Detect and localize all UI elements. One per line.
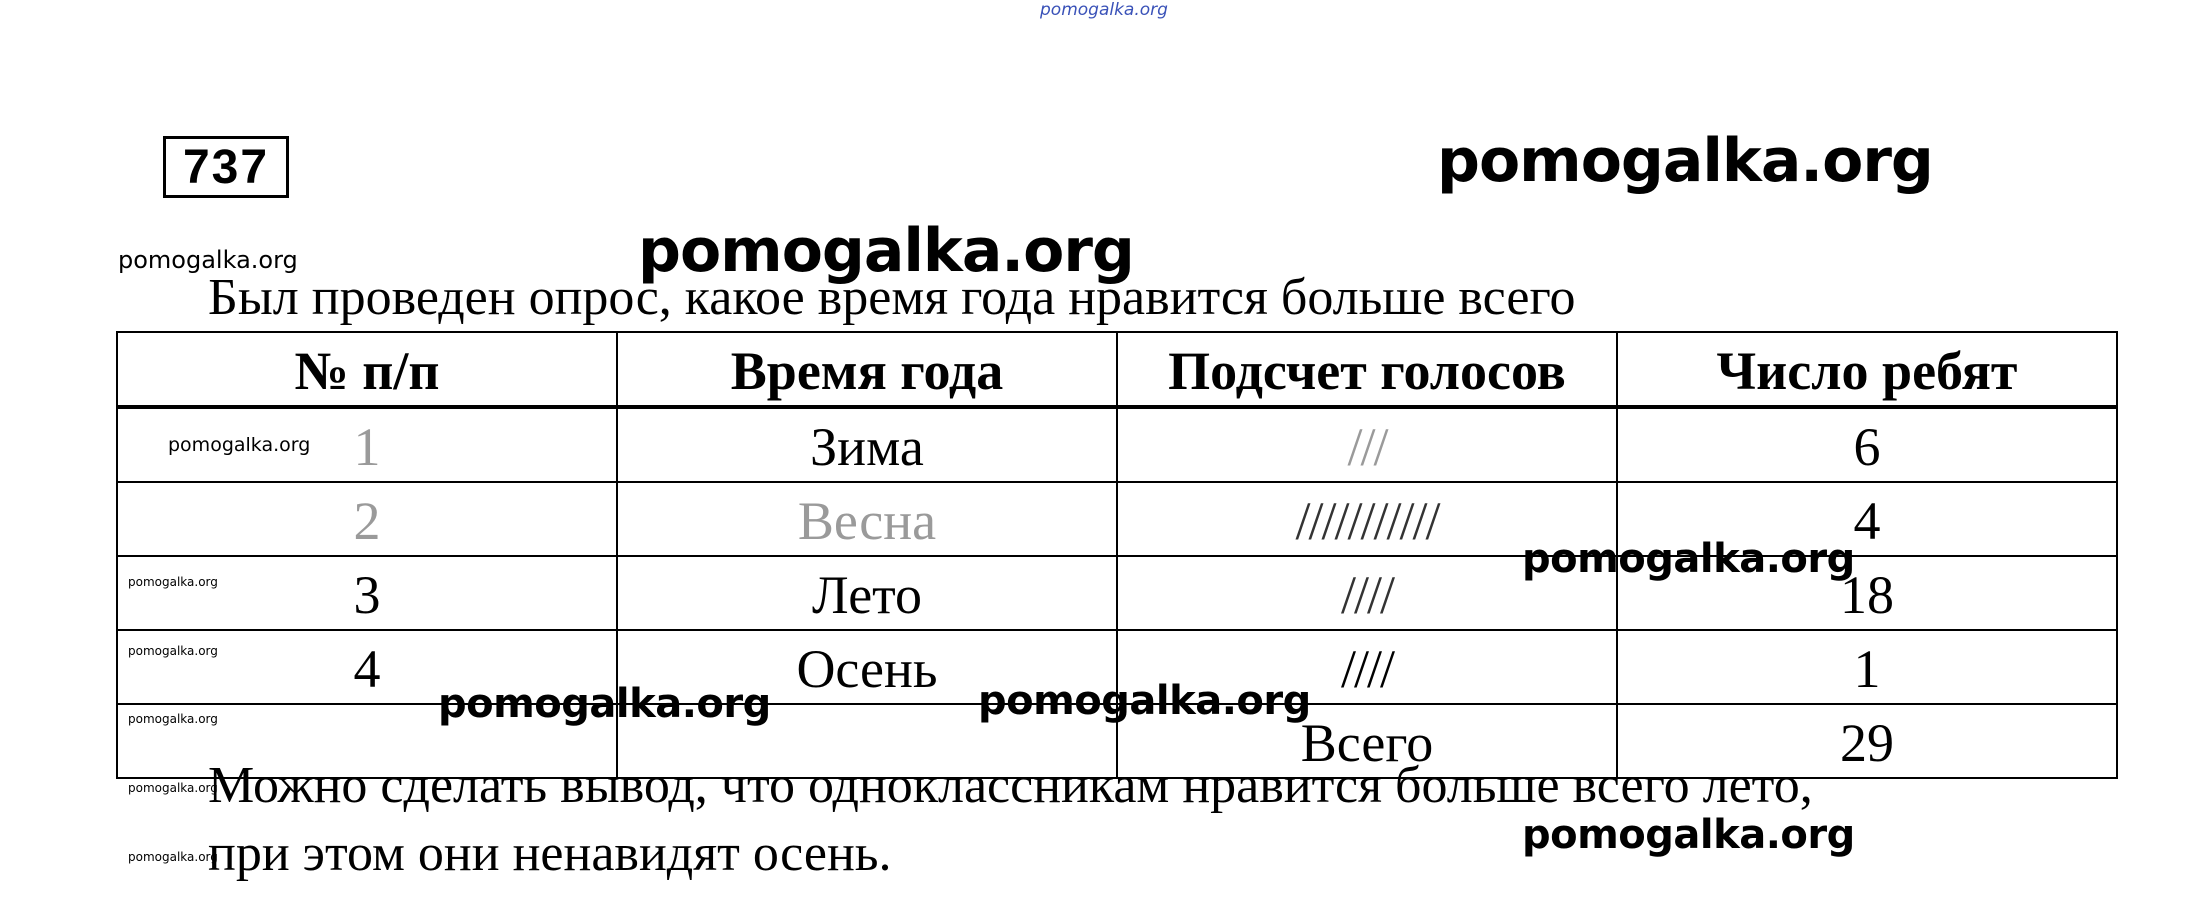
header-number: № п/п	[117, 332, 617, 407]
watermark-total-center: pomogalka.org	[978, 678, 1311, 724]
watermark-row1: pomogalka.org	[168, 434, 311, 456]
header-count: Число ребят	[1617, 332, 2117, 407]
problem-number: 737	[163, 136, 289, 198]
watermark-bottom-right: pomogalka.org	[1522, 812, 1855, 858]
watermark-header-right: pomogalka.org	[1437, 126, 1933, 196]
watermark-row3: pomogalka.org	[128, 575, 218, 589]
row-count: 6	[1617, 407, 2117, 482]
conclusion-line-2: при этом они ненавидят осень.	[208, 825, 892, 882]
row-number: 1	[117, 407, 617, 482]
row-tally: ///	[1117, 407, 1617, 482]
row-number: 4	[117, 630, 617, 704]
row-tally: ////	[1117, 556, 1617, 630]
total-label: Всего	[1117, 704, 1617, 778]
row-season: Весна	[617, 482, 1117, 556]
row-count: 1	[1617, 630, 2117, 704]
row-number: 3	[117, 556, 617, 630]
watermark-concl1: pomogalka.org	[128, 781, 218, 795]
header-tally: Подсчет голосов	[1117, 332, 1617, 407]
watermark-left: pomogalka.org	[118, 246, 298, 274]
watermark-total-left: pomogalka.org	[438, 681, 771, 727]
row-season: Осень	[617, 630, 1117, 704]
watermark-row4: pomogalka.org	[128, 644, 218, 658]
row-count: 18	[1617, 556, 2117, 630]
total-value: 29	[1617, 704, 2117, 778]
row-season: Лето	[617, 556, 1117, 630]
row-number: 2	[117, 482, 617, 556]
row-season: Зима	[617, 407, 1117, 482]
row-tally: ///////////	[1117, 482, 1617, 556]
watermark-row3-right: pomogalka.org	[1522, 536, 1855, 582]
row-count: 4	[1617, 482, 2117, 556]
row-tally: ////	[1117, 630, 1617, 704]
watermark-concl2: pomogalka.org	[128, 850, 218, 864]
intro-text: Был проведен опрос, какое время года нравится больше всего	[208, 269, 1576, 326]
watermark-header-center: pomogalka.org	[638, 216, 1134, 286]
watermark-row5: pomogalka.org	[128, 712, 218, 726]
conclusion-line-1: Можно сделать вывод, что одноклассникам нравится больше всего лето,	[208, 757, 1813, 814]
header-season: Время года	[617, 332, 1117, 407]
table-header-row	[117, 332, 2117, 407]
watermark-top: pomogalka.org	[1040, 0, 1168, 20]
table-row	[117, 407, 2117, 482]
